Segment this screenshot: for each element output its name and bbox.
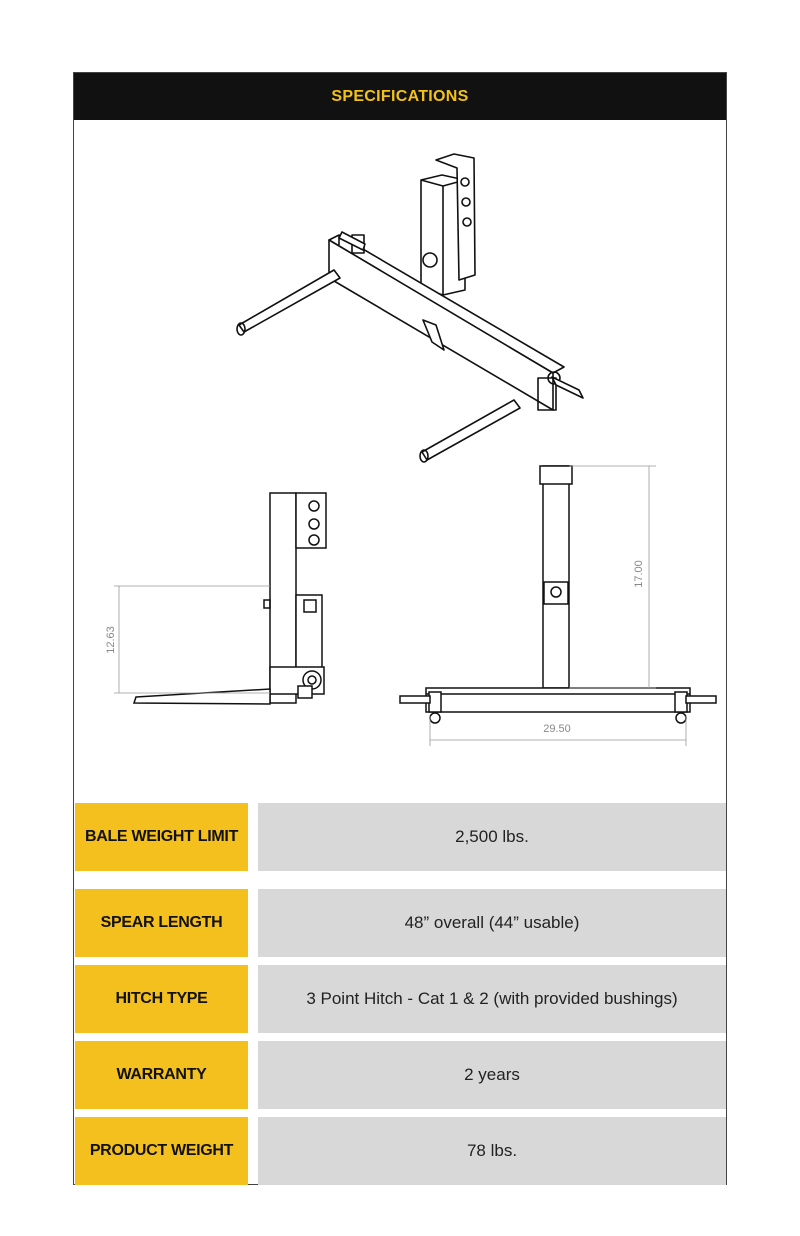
side-view bbox=[105, 493, 326, 704]
spec-label: WARRANTY bbox=[75, 1041, 248, 1109]
spec-label: BALE WEIGHT LIMIT bbox=[75, 803, 248, 871]
product-drawing bbox=[74, 120, 726, 800]
spec-label: PRODUCT WEIGHT bbox=[75, 1117, 248, 1185]
spec-title: SPECIFICATIONS bbox=[331, 87, 469, 105]
spec-value: 2,500 lbs. bbox=[258, 803, 726, 871]
spec-sheet bbox=[73, 72, 727, 1185]
front-height-label: 17.00 bbox=[633, 560, 645, 588]
front-width-label: 29.50 bbox=[543, 723, 571, 735]
spec-value: 78 lbs. bbox=[258, 1117, 726, 1185]
spec-row bbox=[74, 889, 726, 957]
isometric-view bbox=[237, 154, 583, 462]
spec-label: HITCH TYPE bbox=[75, 965, 248, 1033]
spec-header bbox=[74, 73, 726, 120]
spec-value: 48” overall (44” usable) bbox=[258, 889, 726, 957]
spec-value: 3 Point Hitch - Cat 1 & 2 (with provided bushings) bbox=[258, 965, 726, 1033]
spec-row bbox=[74, 965, 726, 1033]
spec-row bbox=[74, 803, 726, 871]
spec-value: 2 years bbox=[258, 1041, 726, 1109]
front-view bbox=[400, 466, 716, 746]
side-height-label: 12.63 bbox=[105, 626, 117, 654]
spec-row bbox=[74, 1041, 726, 1109]
spec-row bbox=[74, 1117, 726, 1185]
spec-label: SPEAR LENGTH bbox=[75, 889, 248, 957]
